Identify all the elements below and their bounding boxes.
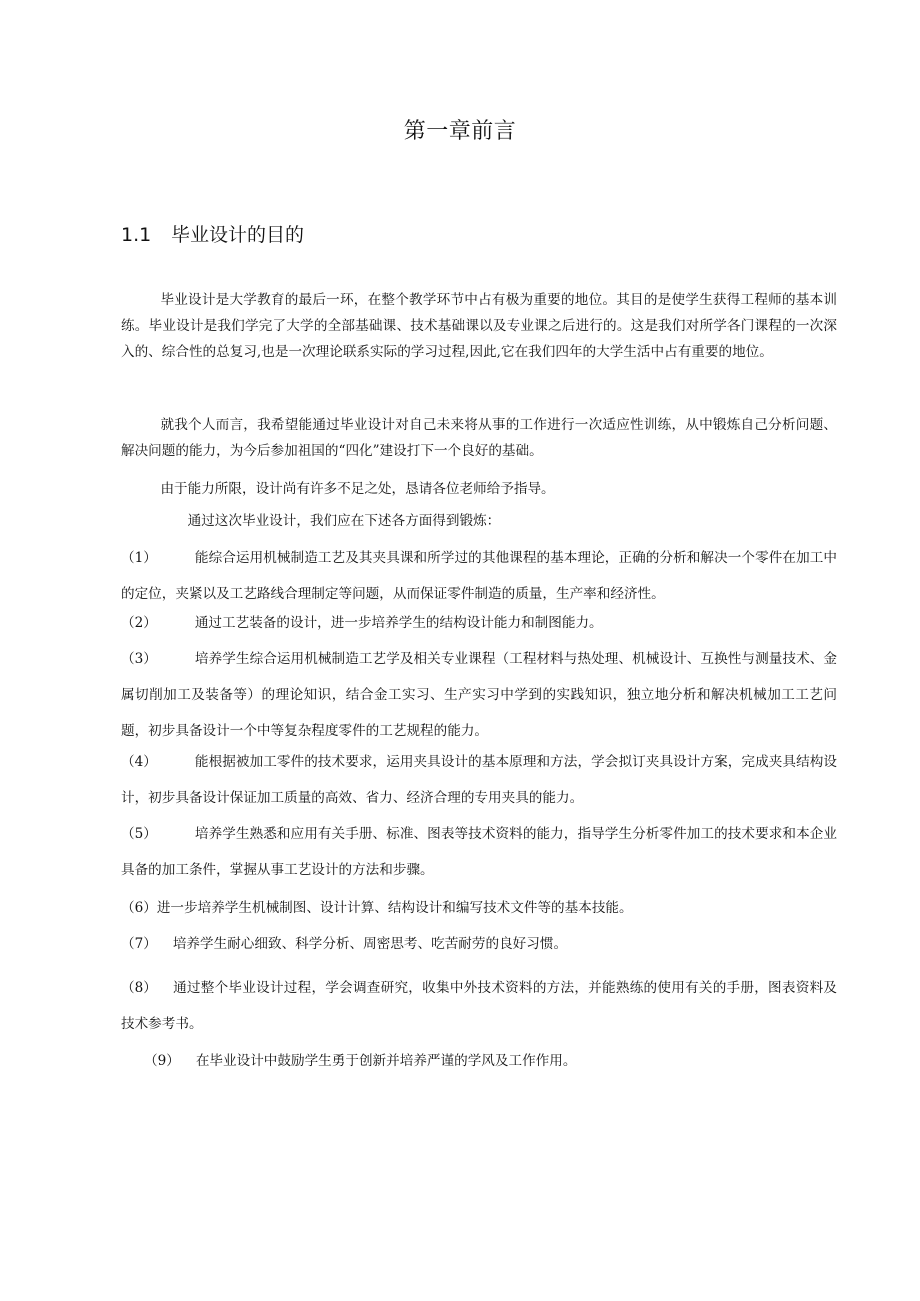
list-item bbox=[121, 970, 837, 1042]
list-item-text: 通过工艺装备的设计，进一步培养学生的结构设计能力和制图能力。 bbox=[194, 615, 603, 631]
paragraph-purpose: 毕业设计是大学教育的最后一环，在整个教学环节中占有极为重要的地位。其目的是使学生获得工程师的基本训练。毕业设计是我们学完了大学的全部基础课、技术基础课以及专业课之后进行的。这是我们对所学各门课程的一次深入的、综合性的总复习,也是一次理论联系实际的学习过程,因此,它在我们四年的大学生活中占有重要的地位。 bbox=[121, 292, 837, 360]
paragraph-aspects-intro: 通过这次毕业设计，我们应在下述各方面得到锻炼： bbox=[187, 513, 501, 529]
list-item-text: 通过整个毕业设计过程，学会调查研究，收集中外技术资料的方法，并能熟练的使用有关的手册，图表资料及技术参考书。 bbox=[121, 980, 837, 1032]
list-item bbox=[121, 816, 837, 888]
list-item bbox=[121, 641, 837, 749]
list-item-label: （9） bbox=[144, 1053, 180, 1069]
section-title: 毕业设计的目的 bbox=[171, 224, 305, 246]
list-item-label: （6） bbox=[121, 900, 157, 916]
list-item-label: （1） bbox=[121, 550, 157, 566]
section-heading bbox=[121, 220, 304, 247]
list-item-text: 培养学生综合运用机械制造工艺学及相关专业课程（工程材料与热处理、机械设计、互换性与测量技术、金属切削加工及装备等）的理论知识，结合金工实习、生产实习中学到的实践知识，独立地分析和解决机械加工工艺问题，初步具备设计一个中等复杂程度零件的工艺规程的能力。 bbox=[121, 651, 837, 739]
list-item bbox=[121, 890, 837, 926]
list-item-text: 能综合运用机械制造工艺及其夹具课和所学过的其他课程的基本理论，正确的分析和解决一个零件在加工中的定位，夹紧以及工艺路线合理制定等问题，从而保证零件制造的质量，生产率和经济性。 bbox=[121, 550, 837, 602]
chapter-title: 第一章前言 bbox=[403, 119, 517, 144]
list-item-label: （4） bbox=[121, 754, 157, 770]
list-item-text: 在毕业设计中鼓励学生勇于创新并培养严谨的学风及工作作用。 bbox=[195, 1053, 577, 1069]
paragraph-personal-goal: 就我个人而言，我希望能通过毕业设计对自己未来将从事的工作进行一次适应性训练，从中锻炼自己分析问题、解决问题的能力，为今后参加祖国的“四化”建设打下一个良好的基础。 bbox=[121, 417, 837, 459]
list-item bbox=[121, 744, 837, 816]
list-item-text: 培养学生熟悉和应用有关手册、标准、图表等技术资料的能力，指导学生分析零件加工的技术要求和本企业具备的加工条件，掌握从事工艺设计的方法和步骤。 bbox=[121, 826, 837, 878]
list-item bbox=[144, 1043, 837, 1079]
list-item bbox=[121, 540, 837, 612]
paragraph-limitations: 由于能力所限，设计尚有许多不足之处，恳请各位老师给予指导。 bbox=[160, 481, 555, 497]
list-item-text: 培养学生耐心细致、科学分析、周密思考、吃苦耐劳的良好习惯。 bbox=[172, 936, 568, 952]
list-item-label: （3） bbox=[121, 651, 157, 667]
section-number: 1.1 bbox=[121, 224, 152, 246]
list-item-text: 能根据被加工零件的技术要求，运用夹具设计的基本原理和方法，学会拟订夹具设计方案，完成夹具结构设计，初步具备设计保证加工质量的高效、省力、经济合理的专用夹具的能力。 bbox=[121, 754, 837, 806]
list-item bbox=[121, 926, 837, 962]
list-item-label: （8） bbox=[121, 980, 157, 996]
list-item-label: （2） bbox=[121, 615, 157, 631]
list-item-text: 进一步培养学生机械制图、设计计算、结构设计和编写技术文件等的基本技能。 bbox=[156, 900, 633, 916]
list-item bbox=[121, 605, 837, 641]
list-item-label: （5） bbox=[121, 826, 157, 842]
list-item-label: （7） bbox=[121, 936, 157, 952]
